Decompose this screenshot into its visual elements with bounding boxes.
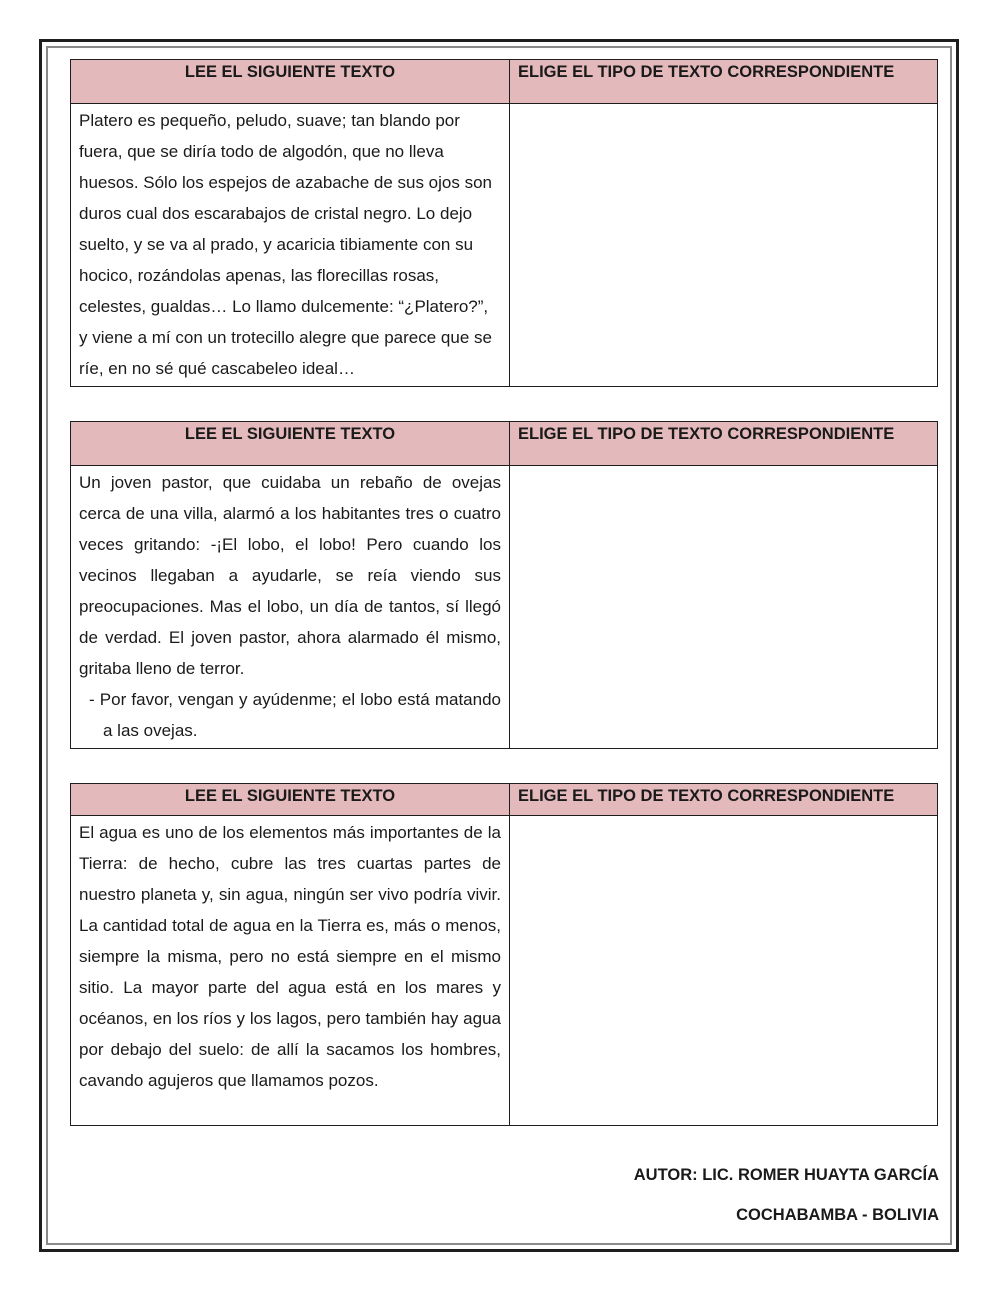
choose-type-header: ELIGE EL TIPO DE TEXTO CORRESPONDIENTE <box>510 784 938 816</box>
choose-type-header: ELIGE EL TIPO DE TEXTO CORRESPONDIENTE <box>510 422 938 466</box>
choose-type-header: ELIGE EL TIPO DE TEXTO CORRESPONDIENTE <box>510 60 938 104</box>
passage-narration: Un joven pastor, que cuidaba un rebaño de ovejas cerca de una villa, alarmó a los habitantes tres o cuatro veces gritando: -¡El lobo, el lobo! Pero cuando los vecinos llegaban a ayudarle, se reía viendo sus preocupaciones. Mas el lobo, un día de tantos, sí llegó de verdad. El joven pastor, ahora alarmado él mismo, gritaba lleno de terror. <box>79 473 501 678</box>
answer-cell[interactable] <box>510 104 938 387</box>
exercise-table-2 <box>70 421 938 749</box>
read-text-header: LEE EL SIGUIENTE TEXTO <box>71 422 510 466</box>
exercise-table-3 <box>70 783 938 1126</box>
answer-cell[interactable] <box>510 816 938 1126</box>
author-credit: AUTOR: LIC. ROMER HUAYTA GARCÍA <box>633 1166 939 1184</box>
author-location: COCHABAMBA - BOLIVIA <box>736 1206 939 1224</box>
reading-passage: Platero es pequeño, peludo, suave; tan blando por fuera, que se diría todo de algodón, que no lleva huesos. Sólo los espejos de azabache de sus ojos son duros cual dos escarabajos de cristal negro. Lo dejo suelto, y se va al prado, y acaricia tibiamente con su hocico, rozándolas apenas, las florecillas rosas, celestes, gualdas… Lo llamo dulcemente: “¿Platero?”, y viene a mí con un trotecillo alegre que parece que se ríe, en no sé qué cascabeleo ideal… <box>71 104 510 387</box>
answer-cell[interactable] <box>510 466 938 749</box>
reading-passage: El agua es uno de los elementos más importantes de la Tierra: de hecho, cubre las tres cuartas partes de nuestro planeta y, sin agua, ningún ser vivo podría vivir. La cantidad total de agua en la Tierra es, más o menos, siempre la misma, pero no está siempre en el mismo sitio. La mayor parte del agua está en los mares y océanos, en los ríos y los lagos, pero también hay agua por debajo del suelo: de allí la sacamos los hombres, cavando agujeros que llamamos pozos. <box>71 816 510 1126</box>
exercise-table-1 <box>70 59 938 387</box>
reading-passage <box>71 466 510 749</box>
passage-dialogue: - Por favor, vengan y ayúdenme; el lobo está matando a las ovejas. <box>89 690 501 740</box>
read-text-header: LEE EL SIGUIENTE TEXTO <box>71 60 510 104</box>
read-text-header: LEE EL SIGUIENTE TEXTO <box>71 784 510 816</box>
